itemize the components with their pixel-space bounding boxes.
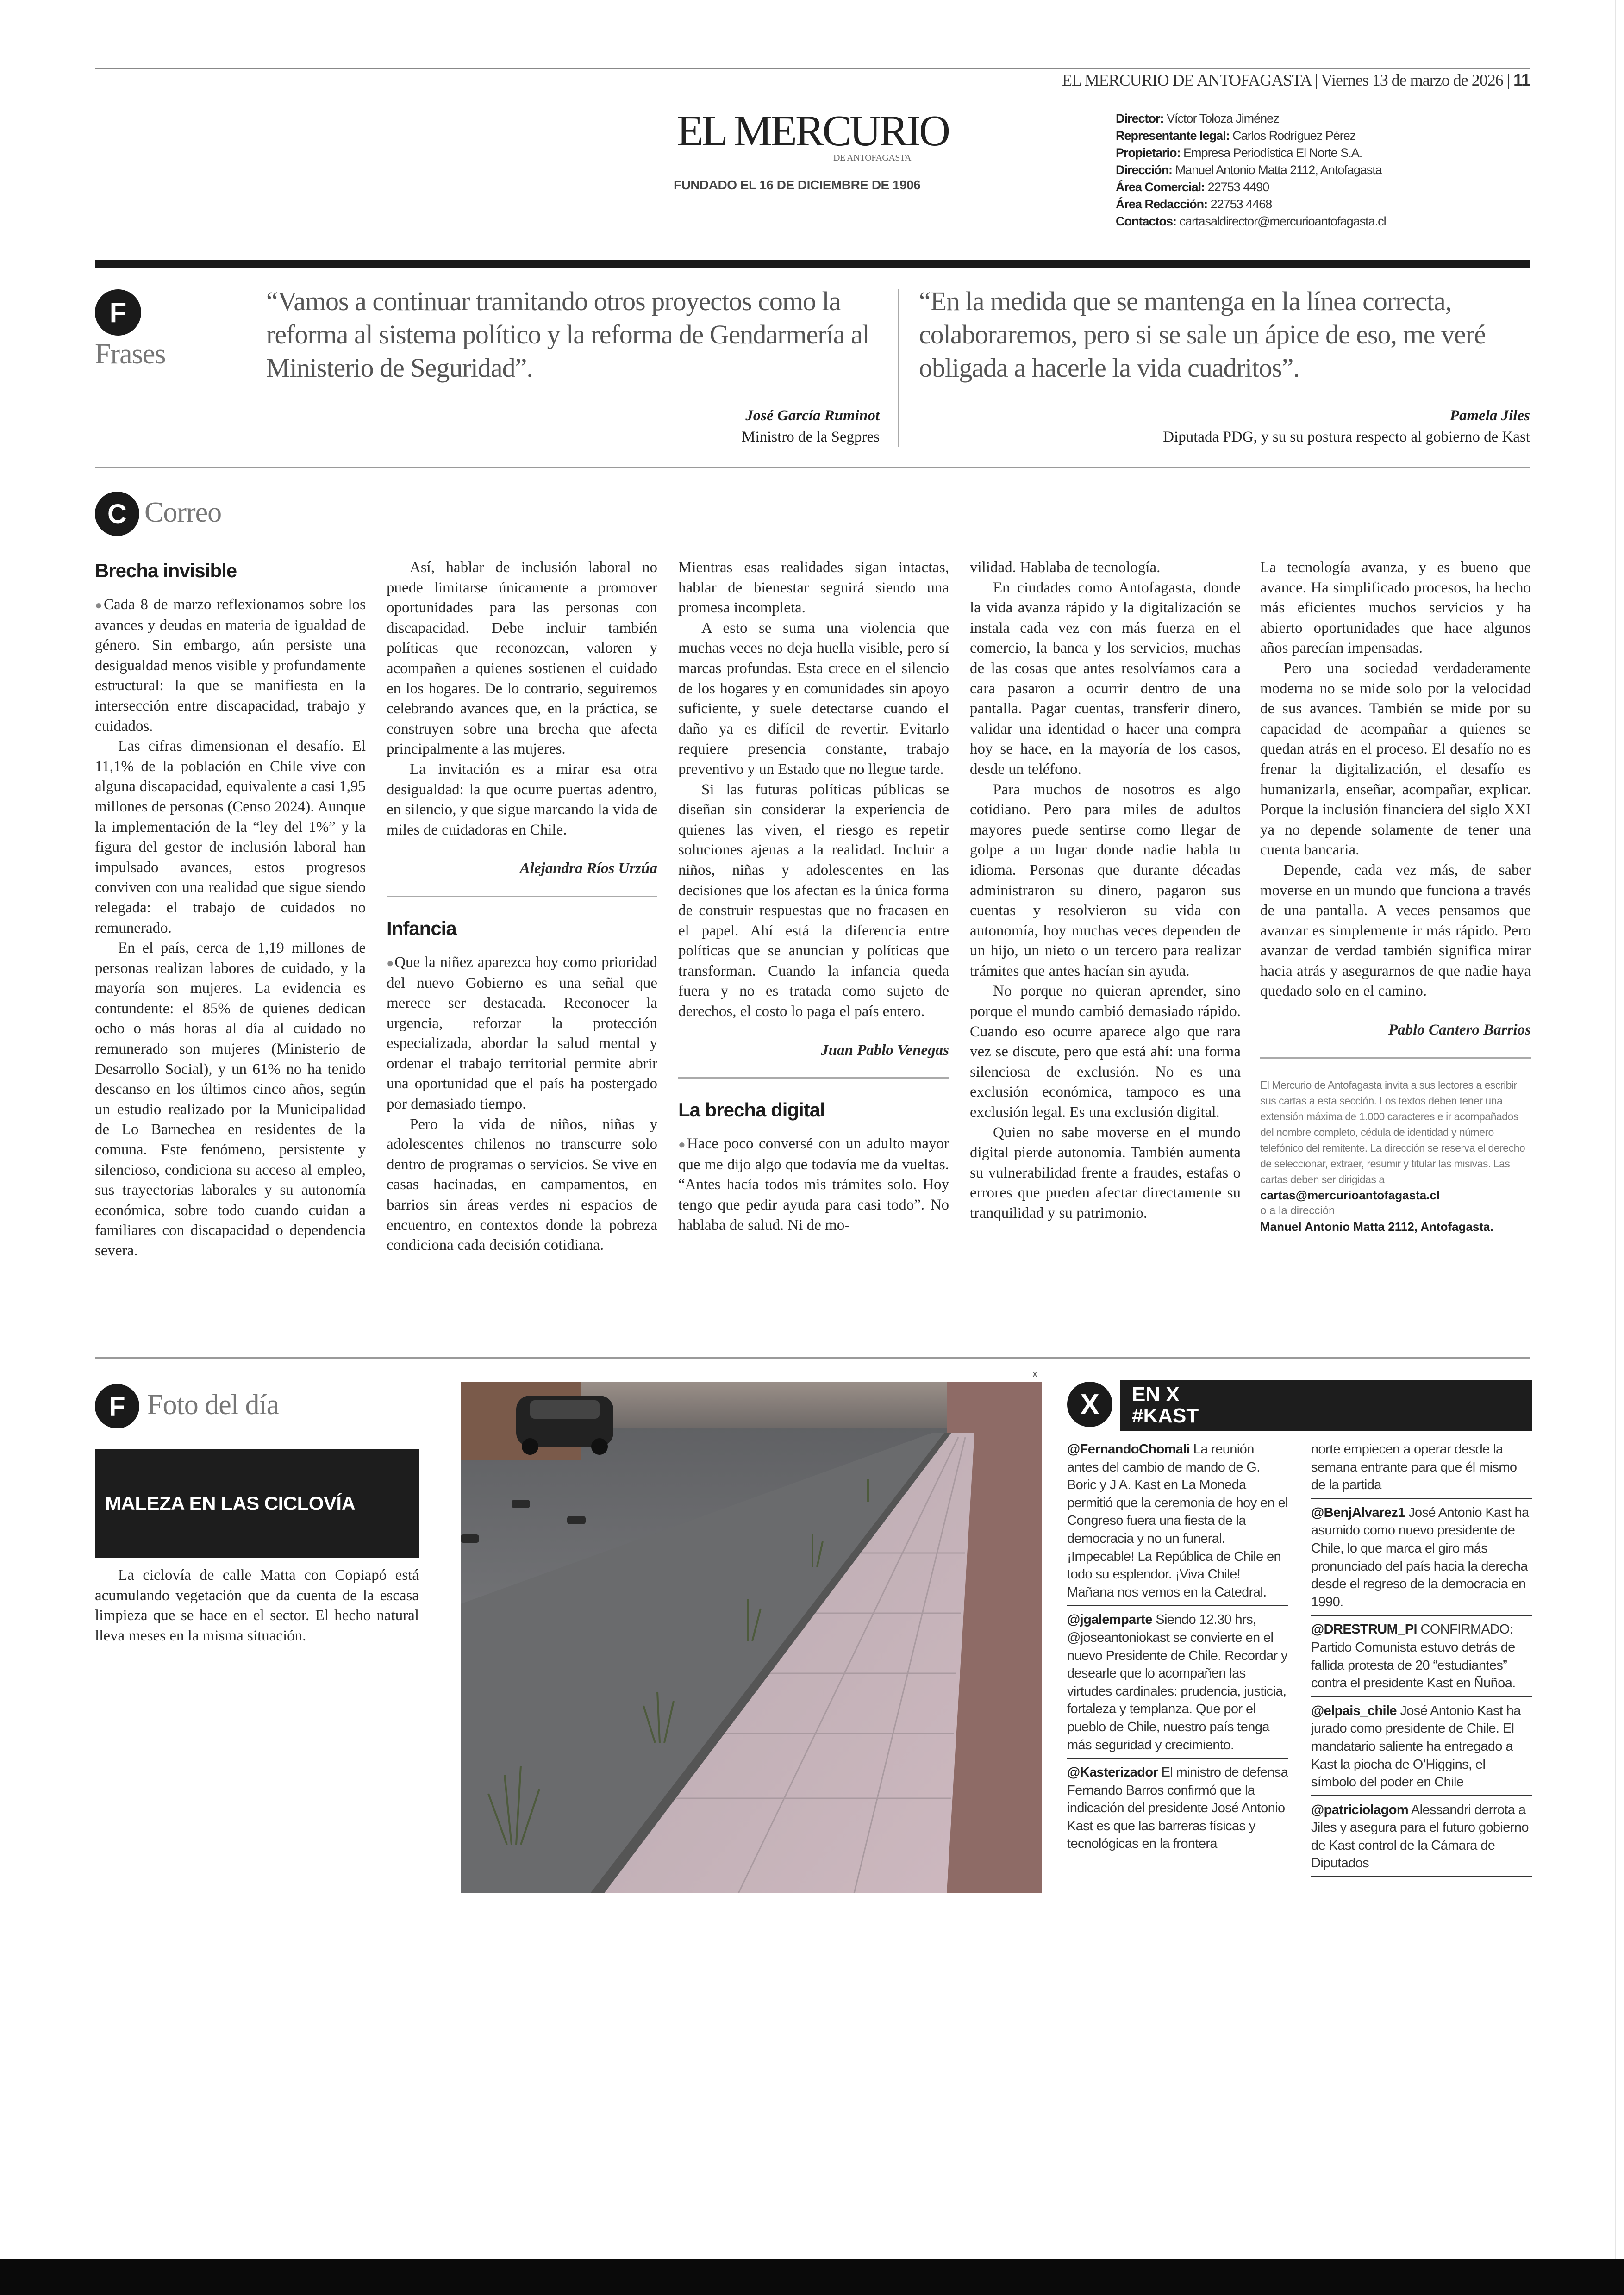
frases-icon: F (95, 289, 141, 336)
folio: EL MERCURIO DE ANTOFAGASTA | Viernes 13 de marzo de 2026 | 11 (1062, 70, 1530, 89)
tweet (1311, 1702, 1532, 1796)
quote-2-author: Pamela Jiles (1449, 407, 1530, 424)
photo-bike-lane (461, 1382, 1042, 1893)
tweet (1067, 1611, 1288, 1759)
letter-paragraph: vilidad. Hablaba de tecnología. (970, 559, 1161, 576)
letter-paragraph: No porque no quieran aprender, sino porque el mundo cambió demasiado rápido. Cuando eso ocurre aparece algo que rara vez se discute, pero que está ahí: una forma silenciosa de exclusión. No es una exclusión económica, tampoco es una exclusión legal. Es una exclusión digital. (970, 983, 1241, 1121)
folio-paper: EL MERCURIO DE ANTOFAGASTA (1062, 71, 1311, 89)
letter-divider (387, 896, 657, 897)
masthead-line (1116, 144, 1386, 162)
enx-title-line1: EN X (1132, 1383, 1180, 1406)
tweet (1311, 1504, 1532, 1616)
tweet-text: José Antonio Kast ha asumido como nuevo presidente de Chile, lo que marca el giro más pronunciado del país hacia la derecha desde el regreso de la democracia en 1990. (1311, 1505, 1529, 1609)
tweets-column-a (1067, 1441, 1288, 1861)
submission-contact: Manuel Antonio Matta 2112, Antofagasta. (1260, 1219, 1493, 1234)
letters-column (678, 558, 949, 1235)
masthead-line (1116, 179, 1386, 196)
letters-column (387, 558, 657, 1256)
masthead-value: Manuel Antonio Matta 2112, Antofagasta (1175, 163, 1382, 177)
quote-1: “Vamos a continuar tramitando otros proyectos como la reforma al sistema político y la reforma de Gendarmería al Ministerio de Seguridad”. (266, 286, 869, 383)
tweet-text: José Antonio Kast ha jurado como presidente de Chile. El mandatario saliente ha entregado a Kast la piocha de O’Higgins, el símbolo del poder en Chile (1311, 1703, 1521, 1790)
tweet-handle: @Kasterizador (1067, 1765, 1158, 1780)
masthead-value: 22753 4468 (1210, 197, 1272, 211)
letter-signature: Juan Pablo Venegas (821, 1041, 949, 1059)
rule (95, 467, 1530, 468)
submission-contact: cartas@mercurioantofagasta.cl (1260, 1188, 1440, 1202)
tweet-handle: @BenjAlvarez1 (1311, 1505, 1405, 1520)
letter-title: Brecha invisible (95, 560, 237, 581)
tweet-text: El ministro de defensa Fernando Barros confirmó que la indicación del presidente José Antonio Kast es que las barreras físicas y tecnológicas en la frontera (1067, 1765, 1288, 1852)
letter-signature: Pablo Cantero Barrios (1388, 1022, 1531, 1039)
submission-note: o a la dirección (1260, 1204, 1335, 1217)
tweet (1311, 1801, 1532, 1877)
tweet-handle: @patriciolagom (1311, 1802, 1409, 1817)
top-rule (95, 68, 1530, 69)
tweet-text: CONFIRMADO: Partido Comunista estuvo detrás de fallida protesta de 20 “estudiantes” contra el presidente Kast en Ñuñoa. (1311, 1622, 1516, 1691)
masthead-label: Área Redacción: (1116, 197, 1208, 211)
masthead-line (1116, 213, 1386, 230)
masthead-label: Representante legal: (1116, 129, 1230, 143)
tweet-handle: @jgalemparte (1067, 1612, 1152, 1628)
letter-paragraph: La tecnología avanza, y es bueno que avance. Ha simplificado procesos, ha hecho más eficientes muchos servicios y ha abierto oportunidades que hace algunos años parecían impensadas. (1260, 559, 1531, 657)
masthead-value: Carlos Rodríguez Pérez (1232, 129, 1356, 143)
section-rule (95, 260, 1530, 268)
foto-title: Foto del día (147, 1389, 279, 1421)
masthead-label: Contactos: (1116, 214, 1176, 228)
letter-paragraph: ● Que la niñez aparezca hoy como prioridad del nuevo Gobierno es una señal que merece ser destacada. Reconocer la urgencia, reforzar la protección especializada, abordar la salud mental y ordenar el trabajo territorial permite abrir una oportunidad que el país ha postergado por demasiado tiempo. (387, 953, 657, 1115)
letter-paragraph: Mientras esas realidades sigan intactas, hablar de bienestar seguirá siendo una promesa incompleta. (678, 559, 949, 617)
letters-column (1260, 558, 1531, 1235)
letter-paragraph: Pero la vida de niños, niñas y adolescentes chilenos no transcurre solo dentro de programas o servicios. Se vive en casas hacinadas, en campamentos, en barrios sin áreas verdes ni espacios de encuentro, en contextos donde la pobreza condiciona cada decisión cotidiana. (387, 1116, 657, 1254)
newspaper-logo: EL MERCURIO (677, 107, 949, 155)
letter-paragraph: La invitación es a mirar esa otra desigualdad: la que ocurre puertas adentro, en silencio, y que sigue marcando la vida de miles de cuidadoras en Chile. (387, 761, 657, 838)
rule (95, 1357, 1530, 1359)
letters-column (970, 558, 1241, 1224)
foto-icon: F (95, 1384, 139, 1428)
tweet (1311, 1621, 1532, 1697)
tweet (1067, 1764, 1288, 1857)
bottom-bar (0, 2259, 1624, 2295)
masthead-line (1116, 196, 1386, 213)
letter-paragraph: Así, hablar de inclusión laboral no puede limitarse únicamente a promover oportunidades para las personas con discapacidad. Debe incluir también políticas que reconozcan, valoren y acompañen a quienes sostienen el cuidado en los hogares. De lo contrario, seguiremos celebrando avances que, en la práctica, se construyen sobre una brecha que afecta principalmente a las mujeres. (387, 559, 657, 758)
quote-1-role: Ministro de la Segpres (742, 429, 880, 445)
letter-title: Infancia (387, 917, 456, 939)
frases-title: Frases (95, 338, 166, 370)
masthead-label: Director: (1116, 112, 1164, 125)
masthead-value: 22753 4490 (1207, 180, 1269, 194)
letter-paragraph: Depende, cada vez más, de saber moverse en un mundo que funciona a través de una pantalla. A veces pensamos que avanzar es simplemente ir más rápido. Pero avanzar de verdad también significa mirar hacia atrás y asegurarnos de que nadie haya quedado solo en el camino. (1260, 861, 1531, 1000)
quote-2: “En la medida que se mantenga en la línea correcta, colaboraremos, pero si se sale un ápice de eso, me veré obligada a hacerle la vida cuadritos”. (919, 286, 1486, 383)
quote-2-attribution (919, 405, 1530, 448)
page-edge (1615, 0, 1616, 2259)
letter-paragraph: Para muchos de nosotros es algo cotidiano. Pero para miles de adultos mayores puede sentirse como llegar de golpe a un lugar donde nadie habla tu idioma. Personas que durante décadas administraron su dinero, pagaron sus cuentas y resolvieron su vida con autonomía, hoy muchas veces dependen de un hijo, un nieto o un tercero para realizar trámites que antes hacían sin ayuda. (970, 781, 1241, 979)
letter-paragraph: Quien no sabe moverse en el mundo digital pierde autonomía. También aumenta su vulnerabilidad frente a fraudes, estafas o errores que pueden afectar directamente su tranquilidad y su patrimonio. (970, 1124, 1241, 1222)
letter-title: La brecha digital (678, 1099, 825, 1121)
tweet-text: Alessandri derrota a Jiles y asegura para el futuro gobierno de Kast control de la Cámara de Diputados (1311, 1802, 1529, 1871)
page-number: 11 (1513, 70, 1530, 89)
logo-subtitle: DE ANTOFAGASTA (833, 153, 911, 163)
masthead-info (1116, 110, 1386, 230)
letter-paragraph: ● Hace poco conversé con un adulto mayor que me dijo algo que todavía me da vueltas. “Antes hacía todos mis trámites solo. Hoy tengo que pedir ayuda para casi todo”. No hablaba de salud. Ni de mo- (678, 1134, 949, 1235)
letter-paragraph: En ciudades como Antofagasta, donde la vida avanza rápido y la digitalización se instala cada vez con más fuerza en el comercio, la banca y los servicios, muchas de las cosas que antes resolvíamos cara a cara pasaron a ocurrir dentro de una pantalla. Pagar cuentas, transferir dinero, validar una identidad o hacer una compra hoy se hace, en la mayoría de los casos, desde un teléfono. (970, 579, 1241, 778)
photo-caption: La ciclovía de calle Matta con Copiapó está acumulando vegetación que da cuenta de la escasa limpieza que se hace en el sector. El hecho natural lleva meses en la misma situación. (95, 1567, 419, 1644)
letters-column (95, 558, 366, 1261)
correo-title: Correo (144, 497, 222, 528)
masthead-line (1116, 127, 1386, 144)
letter-paragraph: Si las futuras políticas públicas se diseñan sin considerar la experiencia de quienes las viven, el riesgo es repetir soluciones ajenas a la realidad. Incluir a niños, niñas y adolescentes en las decisiones que los afectan es la única forma de construir respuestas que no fracasen en el papel. Ahí está la diferencia entre políticas que se anuncian y políticas que transforman. Cuando la infancia queda fuera y no es tratada como sujeto de derechos, el costo lo paga el país entero. (678, 781, 949, 1020)
x-logo-icon: X (1067, 1382, 1112, 1427)
tweet-handle: @elpais_chile (1311, 1703, 1397, 1718)
masthead-line (1116, 110, 1386, 127)
folio-date: Viernes 13 de marzo de 2026 (1321, 71, 1503, 89)
tweet-continuation: norte empiecen a operar desde la semana entrante para que él mismo de la partida (1311, 1441, 1532, 1499)
masthead-label: Propietario: (1116, 146, 1181, 160)
photo-headline: MALEZA EN LAS CICLOVÍA (95, 1449, 419, 1558)
masthead-line (1116, 162, 1386, 179)
enx-title (1120, 1380, 1532, 1431)
correo-icon: C (95, 492, 139, 536)
letter-divider (678, 1077, 949, 1079)
tweets-column-b (1311, 1441, 1532, 1882)
masthead-label: Área Comercial: (1116, 180, 1205, 194)
masthead-value: Empresa Periodística El Norte S.A. (1183, 146, 1362, 160)
photo-close-mark: x (1032, 1368, 1037, 1379)
letter-paragraph: Las cifras dimensionan el desafío. El 11,1% de la población en Chile vive con alguna discapacidad, equivalente a casi 1,95 millones de personas (Censo 2024). Aunque la implementación de la “ley del 1%” y la figura del gestor de inclusión laboral han impulsado avances, estos progresos conviven con una realidad que sigue siendo relegada: el trabajo de cuidados no remunerado. (95, 738, 366, 936)
quote-divider (898, 289, 899, 447)
tweet-text: La reunión antes del cambio de mando de G. Boric y J A. Kast en La Moneda permitió que la ceremonia de hoy en el Congreso fuera una fiesta de la democracia y no un funeral. ¡Impecable! La República de Chile en todo su esplendor. ¡Viva Chile! Mañana nos vemos en la Catedral. (1067, 1442, 1288, 1600)
tweet (1067, 1441, 1288, 1606)
tweet-handle: @FernandoChomali (1067, 1442, 1190, 1457)
quote-1-attribution (266, 405, 880, 448)
quote-2-role: Diputada PDG, y su su postura respecto al gobierno de Kast (1163, 429, 1530, 445)
tweet-handle: @DRESTRUM_Pl (1311, 1622, 1417, 1637)
letter-paragraph: ● Cada 8 de marzo reflexionamos sobre los avances y deudas en materia de igualdad de género. Sin embargo, aún persiste una desigualdad menos visible y profundamente estructural: la que se manifiesta en la intersección entre discapacidad, trabajo y cuidados. (95, 595, 366, 736)
masthead-value: Víctor Toloza Jiménez (1167, 112, 1279, 125)
submission-notice: El Mercurio de Antofagasta invita a sus lectores a escribir sus cartas a esta sección. Los textos deben tener una extensión máxima de 1.000 caracteres e ir acompañados del nombre completo, cédula de identidad y número telefónico del remitente. La dirección se reserva el derecho de seleccionar, extraer, resumir y titular las misivas. Las cartas deben ser dirigidas a (1260, 1079, 1525, 1185)
letter-paragraph: En el país, cerca de 1,19 millones de personas realizan labores de cuidado, y la mayoría son mujeres. La evidencia es contundente: el 85% de quienes dedican ocho o más horas al día al cuidado no remunerado son mujeres (Ministerio de Desarrollo Social), y un 61% no ha tenido descanso en los últimos cinco años, según un estudio realizado por la Municipalidad de Lo Barnechea en residentes de la comuna. Este fenómeno, persistente y silencioso, condiciona su acceso al empleo, sus trayectorias laborales y su autonomía económica, sobre todo cuando cuidan a familiares con discapacidad o dependencia severa. (95, 940, 366, 1259)
car (516, 1396, 613, 1455)
letter-paragraph: A esto se suma una violencia que muchas veces no deja huella visible, pero sí marcas profundas. Esta crece en el silencio de los hogares y en comunidades sin apoyo suficiente, y suele detectarse cuando el daño ya es difícil de revertir. Evitarlo requiere presencia constante, trabajo preventivo y un Estado que no llegue tarde. (678, 619, 949, 778)
enx-hashtag: #KAST (1132, 1404, 1199, 1427)
letter-signature: Alejandra Ríos Urzúa (519, 860, 657, 877)
quote-1-author: José García Ruminot (745, 407, 880, 424)
letter-paragraph: Pero una sociedad verdaderamente moderna no se mide solo por la velocidad de sus avances. También se mide por su capacidad de acompañar a quienes se quedan atrás en el proceso. El desafío no es frenar la digitalización, el desafío es humanizarla, enseñar, acompañar, explicar. Porque la inclusión financiera del siglo XXI ya no depende solamente de tener una cuenta bancaria. (1260, 660, 1531, 859)
tweet-text: Siendo 12.30 hrs, @joseantoniokast se convierte en el nuevo Presidente de Chile. Recordar y desearle que lo acompañen las virtudes cardinales: prudencia, justicia, fortaleza y templanza. Que por el pueblo de Chile, nuestro país tenga más seguridad y crecimiento. (1067, 1612, 1287, 1752)
founded-line: FUNDADO EL 16 DE DICIEMBRE DE 1906 (674, 178, 921, 192)
letter-divider (1260, 1057, 1531, 1059)
masthead-value: cartasaldirector@mercurioantofagasta.cl (1179, 214, 1386, 228)
masthead-label: Dirección: (1116, 163, 1173, 177)
